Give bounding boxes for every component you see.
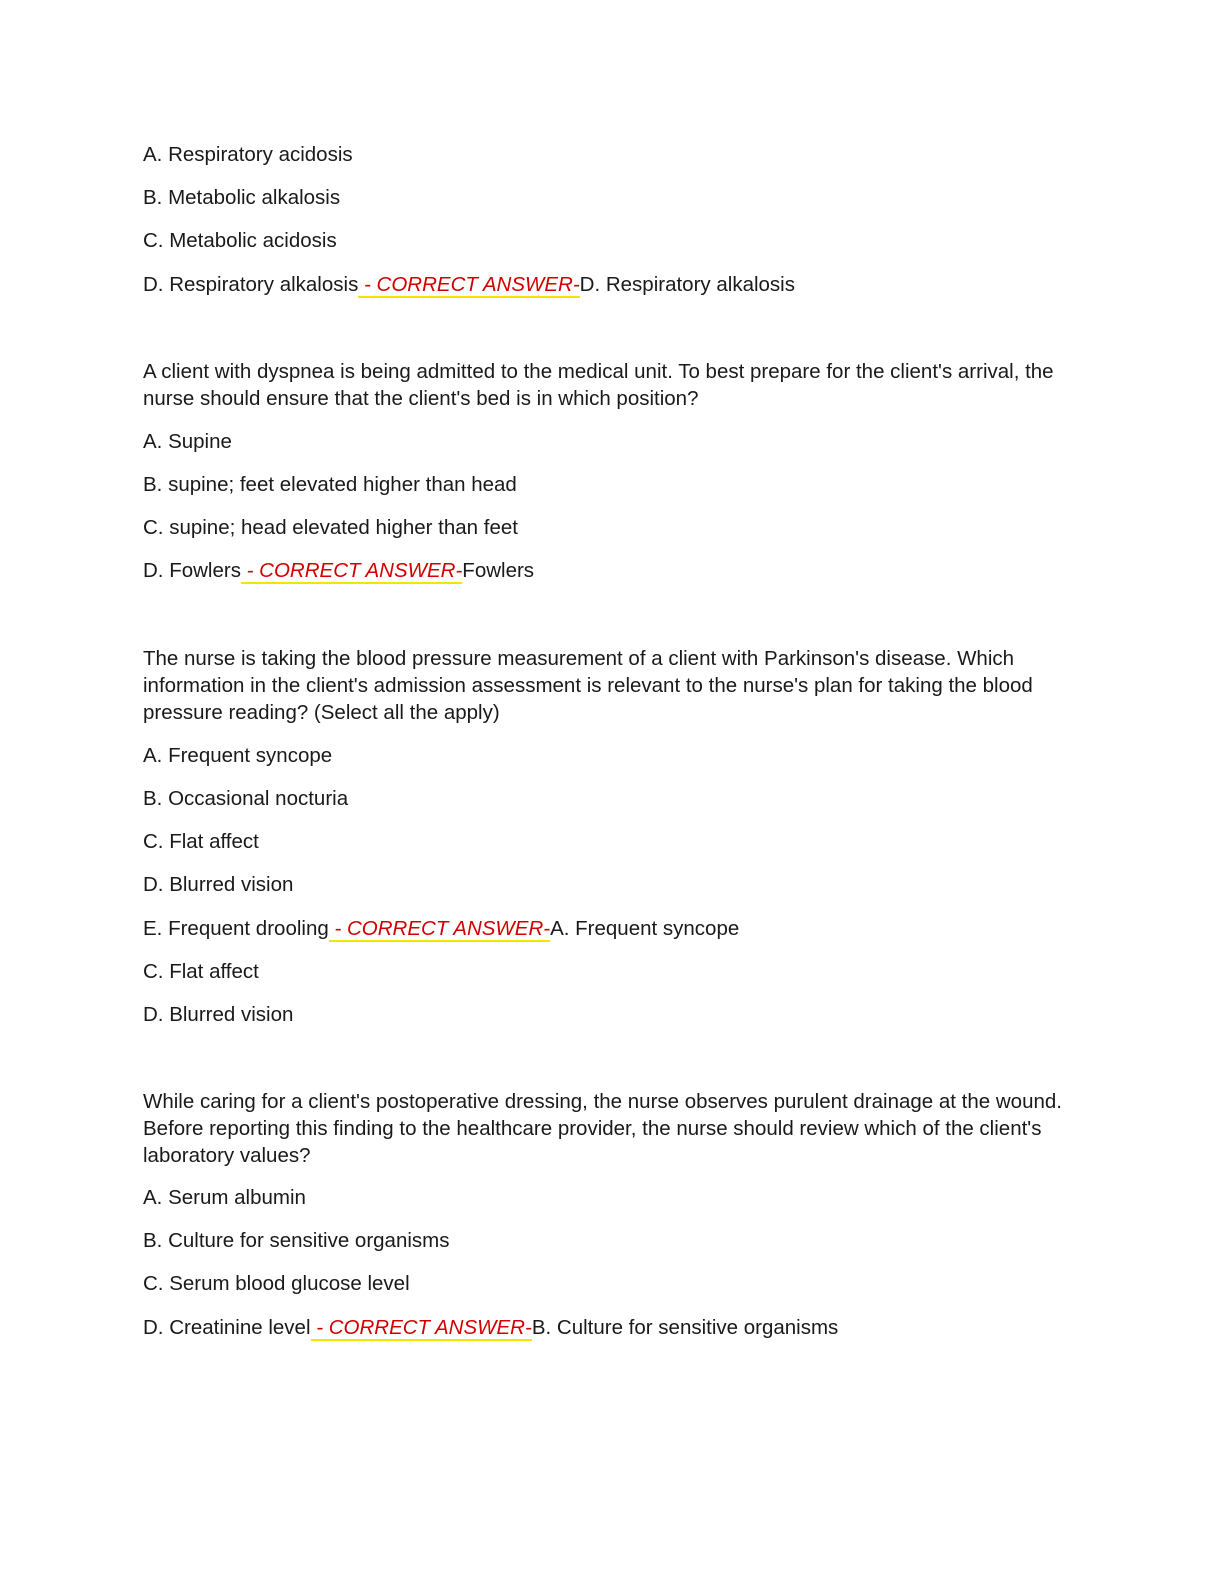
q3-option-a: A. Frequent syncope: [143, 744, 333, 767]
q3-answer-extra-2: D. Blurred vision: [143, 1003, 294, 1026]
q4-stem: While caring for a client's postoperative dressing, the nurse observes purulent drainage at the wound. Before reporting this finding to the healthcare provider, the nurse should review which of the client's laboratory values?: [143, 1090, 1062, 1167]
q3-answer: A. Frequent syncope: [550, 917, 740, 940]
correct-answer-marker: - CORRECT ANSWER-: [310, 1316, 532, 1339]
q3-option-e: E. Frequent drooling: [143, 917, 329, 940]
q2-answer: Fowlers: [462, 559, 535, 582]
q4-answer: B. Culture for sensitive organisms: [531, 1316, 839, 1339]
q3-stem: The nurse is taking the blood pressure measurement of a client with Parkinson's disease. Which information in the client's admission assessment is relevant to the nurse's plan for taking the blood pressure reading? (Select all the apply): [143, 647, 1033, 724]
q1-option-d: D. Respiratory alkalosis: [143, 273, 359, 296]
q4-option-d: D. Creatinine level: [143, 1316, 311, 1339]
q2-stem: A client with dyspnea is being admitted to the medical unit. To best prepare for the client's arrival, the nurse should ensure that the client's bed is in which position?: [143, 360, 1054, 410]
q2-option-a: A. Supine: [143, 430, 232, 453]
correct-answer-marker: - CORRECT ANSWER-: [328, 917, 551, 940]
q3-option-c: C. Flat affect: [143, 830, 259, 853]
q3-option-d: D. Blurred vision: [143, 873, 294, 896]
q1-answer: D. Respiratory alkalosis: [579, 273, 795, 296]
q4-option-a: A. Serum albumin: [143, 1186, 306, 1209]
q4-option-c: C. Serum blood glucose level: [143, 1272, 410, 1295]
q1-option-b: B. Metabolic alkalosis: [143, 186, 341, 209]
q3-option-b: B. Occasional nocturia: [143, 787, 349, 810]
q3-answer-extra-1: C. Flat affect: [143, 960, 259, 983]
q2-option-c: C. supine; head elevated higher than feet: [143, 516, 518, 539]
q4-option-b: B. Culture for sensitive organisms: [143, 1229, 450, 1252]
q2-option-b: B. supine; feet elevated higher than head: [143, 473, 517, 496]
q2-option-d: D. Fowlers: [143, 559, 241, 582]
q1-option-c: C. Metabolic acidosis: [143, 229, 337, 252]
correct-answer-marker: - CORRECT ANSWER-: [240, 559, 463, 582]
q1-option-a: A. Respiratory acidosis: [143, 143, 353, 166]
correct-answer-marker: - CORRECT ANSWER-: [358, 273, 580, 296]
q4-option-d-with-answer: [143, 1314, 838, 1341]
q1-option-d-with-answer: [143, 271, 795, 298]
q3-option-e-with-answer: [143, 915, 739, 942]
q2-option-d-with-answer: [143, 557, 534, 584]
